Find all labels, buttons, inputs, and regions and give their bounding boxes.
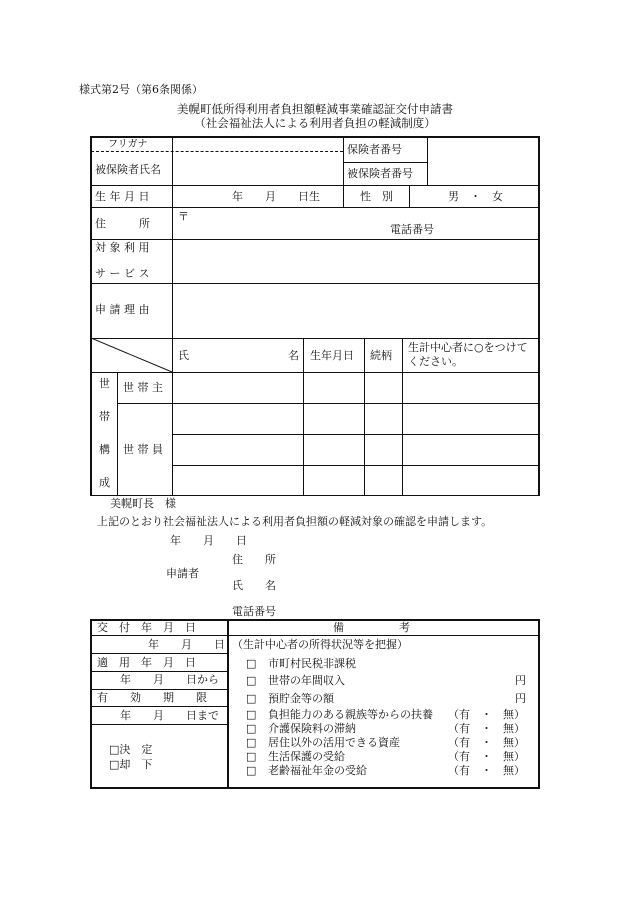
address-field[interactable]	[190, 209, 536, 237]
head-label: 世 帯 主	[123, 381, 163, 394]
col-note-line2: ください。	[408, 355, 463, 368]
check-label: 預貯金等の額	[268, 692, 334, 705]
declaration-date[interactable]: 年 月 日	[170, 534, 247, 547]
apply-date-label: 適 用 年 月 日	[97, 656, 196, 669]
declaration-statement: 上記のとおり社会福祉法人による利用者負担額の軽減対象の確認を申請します。	[97, 515, 493, 528]
household-row[interactable]	[174, 467, 302, 494]
applicant-label: 申請者	[166, 567, 199, 580]
check-suffix: 円	[515, 692, 526, 705]
applicant-address-label: 住 所	[232, 553, 276, 566]
check-suffix[interactable]: （有 ・ 無）	[448, 736, 525, 749]
sex-label: 性 別	[360, 190, 393, 203]
diagonal-rule	[91, 338, 173, 372]
issue-date-label: 交 付 年 月 日	[97, 621, 196, 634]
check-label: 世帯の年間収入	[268, 674, 345, 687]
check-suffix[interactable]: （有 ・ 無）	[448, 722, 525, 735]
dob-label: 生 年 月 日	[95, 190, 150, 203]
check-label: 介護保険料の滞納	[268, 722, 356, 735]
check-box[interactable]: □	[246, 722, 257, 735]
col-dob-label: 生年月日	[310, 349, 354, 362]
insured-name-field[interactable]	[173, 152, 343, 184]
side-char-2: 帯	[99, 410, 110, 423]
insured-number-label: 被保険者番号	[347, 167, 413, 180]
decision-approve-checkbox[interactable]: □決 定	[109, 743, 153, 756]
check-box[interactable]: □	[246, 657, 257, 670]
check-box[interactable]: □	[246, 708, 257, 721]
reason-field[interactable]	[174, 285, 536, 336]
dob-value[interactable]: 年 月 日生	[232, 190, 320, 203]
service-field[interactable]	[174, 241, 536, 281]
reason-label: 申 請 理 由	[95, 303, 150, 316]
col-name-suffix: 名	[288, 349, 299, 362]
service-label-2: サ ー ビ ス	[95, 267, 150, 280]
form-title: 美幌町低所得利用者負担額軽減事業確認証交付申請書	[177, 102, 453, 116]
side-char-4: 成	[99, 476, 110, 489]
household-row[interactable]	[174, 405, 302, 433]
service-label-1: 対 象 利 用	[95, 241, 150, 254]
side-char-3: 構	[99, 443, 110, 456]
insurer-number-label: 保険者番号	[347, 143, 402, 156]
check-box[interactable]: □	[246, 764, 257, 777]
check-suffix[interactable]: （有 ・ 無）	[448, 708, 525, 721]
check-suffix: 円	[515, 674, 526, 687]
check-box[interactable]: □	[246, 692, 257, 705]
remarks-label: 備 考	[333, 621, 410, 634]
postal-mark: 〒	[178, 210, 189, 223]
valid-until-label: 有 効 期 限	[97, 691, 207, 704]
check-box[interactable]: □	[246, 736, 257, 749]
applicant-phone-label: 電話番号	[232, 605, 276, 618]
address-label: 住 所	[95, 217, 150, 230]
check-box[interactable]: □	[246, 750, 257, 763]
valid-until-value[interactable]: 年 月 日まで	[120, 709, 219, 722]
check-label: 負担能力のある親族等からの扶養	[268, 708, 433, 721]
addressee: 美幌町長 様	[110, 497, 176, 510]
phone-label: 電話番号	[390, 223, 434, 236]
issue-date-value[interactable]: 年 月 日	[148, 638, 225, 651]
member-label: 世 帯 員	[123, 443, 163, 456]
remarks-intro: （生計中心者の所得状況等を把握）	[232, 638, 408, 651]
col-name-label: 氏	[178, 349, 189, 362]
check-label: 居住以外の活用できる資産	[268, 736, 400, 749]
check-suffix[interactable]: （有 ・ 無）	[448, 764, 525, 777]
insured-number-field[interactable]	[428, 163, 538, 185]
col-note-line1: 生計中心者に○をつけて	[408, 341, 528, 354]
household-row[interactable]	[174, 436, 302, 464]
decision-reject-checkbox[interactable]: □却 下	[109, 758, 153, 771]
side-char-1: 世	[99, 377, 110, 390]
furigana-label: フリガナ	[108, 139, 148, 150]
applicant-name-label: 氏 名	[232, 579, 276, 592]
insured-name-label: 被保険者氏名	[95, 163, 161, 176]
col-relation-label: 続柄	[370, 349, 392, 362]
check-suffix[interactable]: （有 ・ 無）	[448, 750, 525, 763]
sex-options[interactable]: 男 ・ 女	[448, 190, 503, 203]
check-label: 老齢福祉年金の受給	[268, 764, 367, 777]
check-label: 市町村民税非課税	[268, 657, 356, 670]
insurer-number-field[interactable]	[428, 137, 538, 162]
check-box[interactable]: □	[246, 674, 257, 687]
check-label: 生活保護の受給	[268, 750, 345, 763]
form-subtitle: （社会福祉法人による利用者負担の軽減制度）	[194, 116, 436, 130]
apply-date-value[interactable]: 年 月 日から	[120, 673, 219, 686]
household-row[interactable]	[174, 374, 302, 402]
form-number: 様式第2号（第6条関係）	[79, 83, 203, 96]
